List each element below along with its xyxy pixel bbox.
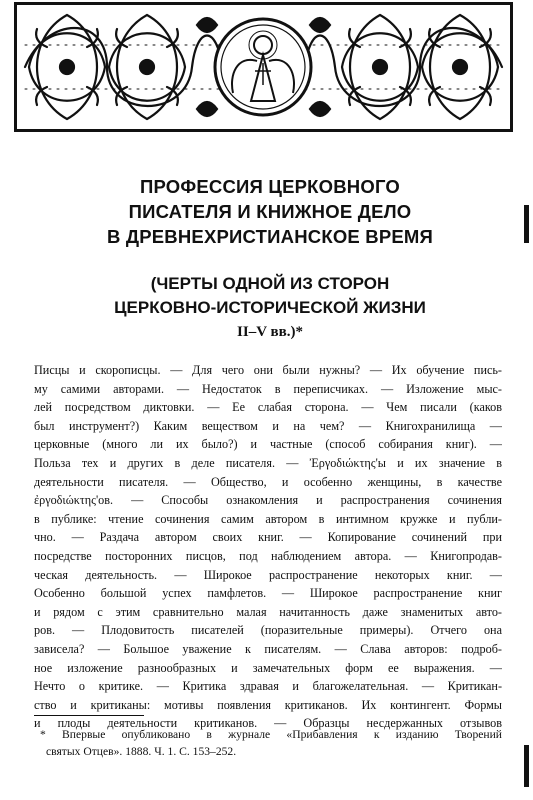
ornament-pattern (17, 5, 510, 129)
title-line-2: ПИСАТЕЛЯ И КНИЖНОЕ ДЕЛО (128, 201, 412, 222)
footnote-divider (34, 715, 144, 716)
angel-medallion-icon (215, 19, 311, 115)
body-line: церковные (много ли их было?) и частные (способ собирания книг). — (34, 437, 502, 452)
footnote-line: святых Отцев». 1888. Ч. 1. С. 153–252. (46, 745, 237, 758)
body-line: был инструмент?) Каким веществом и на чем? — Книгохранилища — (34, 418, 502, 433)
chapter-title (60, 174, 480, 249)
body-line: чно. — Раздача автором своих книг. — Копирование сочинений при (34, 530, 502, 545)
subtitle-line-3: II–V вв.)* (237, 324, 303, 340)
title-line-1: ПРОФЕССИЯ ЦЕРКОВНОГО (140, 176, 400, 197)
chapter-subtitle (60, 272, 480, 344)
body-line: Писцы и скорописцы. — Для чего они были нужны? — Их обучение пись- (34, 363, 502, 377)
body-line: в публике: чтение сочинения самим автором в интимном кружке и публи- (34, 511, 502, 526)
body-line: лей посредством диктовки. — Ее слабая сторона. — Чем писали (каков (34, 400, 502, 415)
title-line-3: В ДРЕВНЕХРИСТИАНСКОЕ ВРЕМЯ (106, 226, 434, 247)
page-edge-mark (524, 745, 529, 787)
body-line: Польза тех и других в деле писателя. — Ἐργοδιώκτης'ы и их значение в (34, 455, 502, 470)
header-ornament (14, 2, 513, 132)
body-line: зависела? — Большое уважение к писателям. — Слава авторов: подроб- (34, 641, 502, 656)
body-line: ческая деятельность. — Широкое распространение некоторых книг. — (34, 567, 502, 582)
body-line: ἐργοδιώκτης'ов. — Способы ознакомления и распространения сочинения (34, 493, 502, 508)
body-line: и рядом с этим сравнительно малая начитанность даже знаменитых авто- (34, 604, 502, 619)
subtitle-line-2: ЦЕРКОВНО-ИСТОРИЧЕСКОЙ ЖИЗНИ (114, 298, 426, 317)
page-edge-mark (524, 205, 529, 243)
footnote-line: * Впервые опубликовано в журнале «Прибавления к изданию Творений (40, 728, 502, 741)
body-line: ров. — Плодовитость писателей (поразительные примеры). Отчего она (34, 623, 502, 638)
subtitle-line-1: (ЧЕРТЫ ОДНОЙ ИЗ СТОРОН (150, 274, 390, 293)
body-line: му самими авторами. — Недостаток в переписчиках. — Изложение мыс- (34, 381, 502, 396)
body-line: Особенно большой успех памфлетов. — Широкое распространение книг (34, 586, 502, 601)
body-line: и плоды деятельности критиканов. — Образцы несдержанных отзывов (34, 716, 502, 731)
footnote (34, 726, 502, 760)
body-line: Нечто о критике. — Критика здравая и благожелательная. — Критикан- (34, 679, 502, 694)
body-line: посредстве посторонних писцов, под наблюдением автора. — Книгопродав- (34, 548, 502, 563)
chapter-synopsis (34, 361, 502, 733)
body-line: деятельности писателя. — Общество, и особенно женщины, в качестве (34, 474, 502, 489)
body-line: ство и критиканы: мотивы появления критиканов. Их контингент. Формы (34, 697, 502, 712)
body-line: ное изложение разнообразных и замечательных форм ее выражения. — (34, 660, 502, 675)
